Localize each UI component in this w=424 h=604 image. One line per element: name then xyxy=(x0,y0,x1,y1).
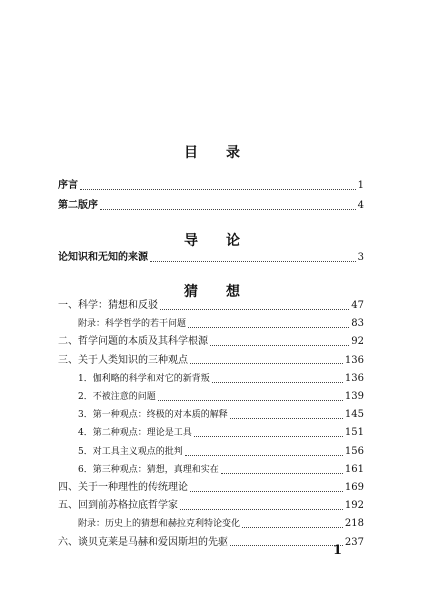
toc-entry-label: 6．第三种观点：猜想，真理和实在 xyxy=(78,464,219,475)
toc-entry-label: 第二版序 xyxy=(58,200,98,211)
dot-leader xyxy=(212,381,343,383)
dot-leader xyxy=(180,508,343,510)
toc-entry[interactable] xyxy=(58,536,364,549)
toc-entry[interactable] xyxy=(78,408,364,422)
toc-entry[interactable] xyxy=(78,445,364,459)
section-title-conjectures: 猜想 xyxy=(184,284,268,300)
toc-entry-label: 附录：科学哲学的若干问题 xyxy=(78,319,187,330)
toc-entry-label: 附录：历史上的猜想和赫拉克利特论变化 xyxy=(78,519,241,530)
toc-entry[interactable] xyxy=(78,426,364,440)
dot-leader xyxy=(230,544,343,546)
toc-entry-label: 1．伽利略的科学和对它的新背叛 xyxy=(78,373,210,384)
toc-entry-label: 六、谈贝克莱是马赫和爱因斯坦的先驱 xyxy=(58,536,228,548)
toc-entry-label: 5．对工具主义观点的批判 xyxy=(78,446,183,457)
toc-entry[interactable] xyxy=(58,354,364,367)
dot-leader xyxy=(80,188,356,190)
toc-entry-preface[interactable] xyxy=(58,179,364,192)
toc-entry-label: 3．第一种观点：终极的对本质的解释 xyxy=(78,410,228,421)
dot-leader xyxy=(100,208,356,210)
toc-page-number: 156 xyxy=(344,445,364,457)
dot-leader xyxy=(242,526,343,528)
page-number: 1 xyxy=(332,543,342,558)
toc-entry[interactable] xyxy=(78,317,364,331)
toc-page-number: 218 xyxy=(344,518,364,530)
toc-entry-label: 论知识和无知的来源 xyxy=(58,252,148,263)
toc-entry[interactable] xyxy=(58,481,364,494)
toc-page-number: 92 xyxy=(351,336,364,348)
dot-leader xyxy=(150,260,356,262)
dot-leader xyxy=(160,308,349,310)
toc-page-number: 3 xyxy=(357,252,364,263)
toc-page-number: 237 xyxy=(344,536,364,548)
toc-entry[interactable] xyxy=(78,390,364,404)
dot-leader xyxy=(190,362,343,364)
toc-entry-label: 三、关于人类知识的三种观点 xyxy=(58,354,188,366)
dot-leader xyxy=(158,399,343,401)
toc-entry[interactable] xyxy=(78,372,364,386)
toc-entry[interactable] xyxy=(78,463,364,477)
toc-entry-intro[interactable] xyxy=(58,251,364,264)
toc-page-number: 4 xyxy=(357,200,364,211)
toc-entry-label: 一、科学：猜想和反驳 xyxy=(58,300,158,311)
section-title-intro: 导论 xyxy=(184,233,268,249)
toc-page-number: 145 xyxy=(344,409,364,421)
dot-leader xyxy=(230,417,343,419)
toc-entry-label: 4．第二种观点：理论是工具 xyxy=(78,428,192,439)
dot-leader xyxy=(194,435,343,437)
dot-leader xyxy=(185,454,343,456)
toc-page-number: 169 xyxy=(344,482,364,493)
toc-page-number: 1 xyxy=(357,180,364,191)
toc-entry-label: 序言 xyxy=(58,180,78,191)
toc-page-number: 151 xyxy=(344,427,364,439)
toc-page-number: 139 xyxy=(344,391,364,402)
toc-page-number: 83 xyxy=(351,318,364,330)
toc-entry[interactable] xyxy=(58,335,364,348)
toc-entry-label: 四、关于一种理性的传统理论 xyxy=(58,482,188,493)
toc-entry[interactable] xyxy=(78,517,364,531)
toc-entry-label: 2．不被注意的问题 xyxy=(78,392,156,402)
toc-page-number: 161 xyxy=(344,463,364,475)
toc-entry-second-preface[interactable] xyxy=(58,199,364,212)
toc-entry[interactable] xyxy=(58,499,364,512)
dot-leader xyxy=(221,472,343,474)
toc-page-number: 47 xyxy=(351,300,364,311)
page-title: 目录 xyxy=(184,145,268,161)
dot-leader xyxy=(190,490,343,492)
toc-entry[interactable] xyxy=(58,299,364,312)
toc-page-number: 136 xyxy=(344,372,364,384)
toc-entry-label: 五、回到前苏格拉底哲学家 xyxy=(58,500,178,512)
toc-entry-label: 二、哲学问题的本质及其科学根源 xyxy=(58,336,208,348)
toc-page-number: 192 xyxy=(344,500,364,512)
toc-page-number: 136 xyxy=(344,354,364,366)
dot-leader xyxy=(210,344,349,346)
dot-leader xyxy=(188,326,349,328)
